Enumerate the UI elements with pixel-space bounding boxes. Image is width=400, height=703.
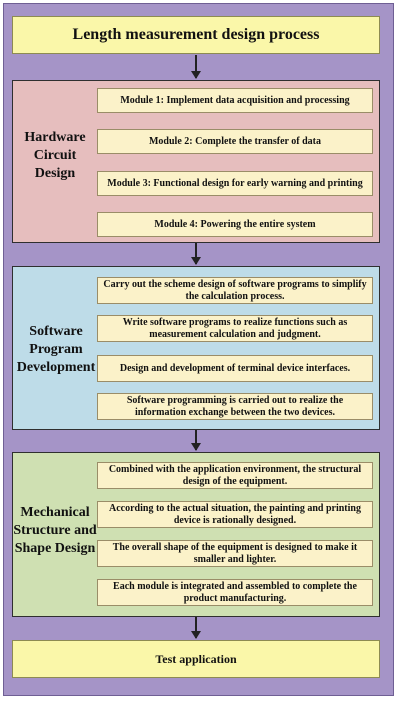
- arrow-mechanical-to-test: [195, 617, 197, 638]
- section-label-hardware: Hardware Circuit Design: [24, 130, 86, 181]
- section-hardware-circuit-design: [12, 80, 380, 243]
- mechanical-module-3: The overall shape of the equipment is designed to make it smaller and lighter.: [97, 540, 373, 567]
- arrow-hardware-to-software: [195, 243, 197, 264]
- hardware-module-4: Module 4: Powering the entire system: [97, 212, 373, 237]
- section-software-program-development: [12, 266, 380, 430]
- section-mechanical-structure-and-shape-design: [12, 452, 380, 617]
- hardware-module-1: Module 1: Implement data acquisition and processing: [97, 88, 373, 113]
- software-module-3: Design and development of terminal device interfaces.: [97, 355, 373, 382]
- hardware-module-2: Module 2: Complete the transfer of data: [97, 129, 373, 154]
- diagram-title: Length measurement design process: [12, 16, 380, 54]
- mechanical-module-1: Combined with the application environment, the structural design of the equipment.: [97, 462, 373, 489]
- section-label-mechanical: Mechanical Structure and Shape Design: [13, 505, 97, 556]
- arrow-title-to-hardware: [195, 55, 197, 78]
- section-label-software: Software Program Development: [16, 324, 96, 375]
- hardware-module-3: Module 3: Functional design for early warning and printing: [97, 171, 373, 196]
- software-module-1: Carry out the scheme design of software programs to simplify the calculation process.: [97, 277, 373, 304]
- software-module-2: Write software programs to realize functions such as measurement calculation and judgment.: [97, 315, 373, 342]
- arrow-software-to-mechanical: [195, 430, 197, 450]
- mechanical-module-4: Each module is integrated and assembled to complete the product manufacturing.: [97, 579, 373, 606]
- software-module-4: Software programming is carried out to realize the information exchange between the two devices.: [97, 393, 373, 420]
- mechanical-module-2: According to the actual situation, the painting and printing device is rationally designed.: [97, 501, 373, 528]
- final-step-box: Test application: [12, 640, 380, 678]
